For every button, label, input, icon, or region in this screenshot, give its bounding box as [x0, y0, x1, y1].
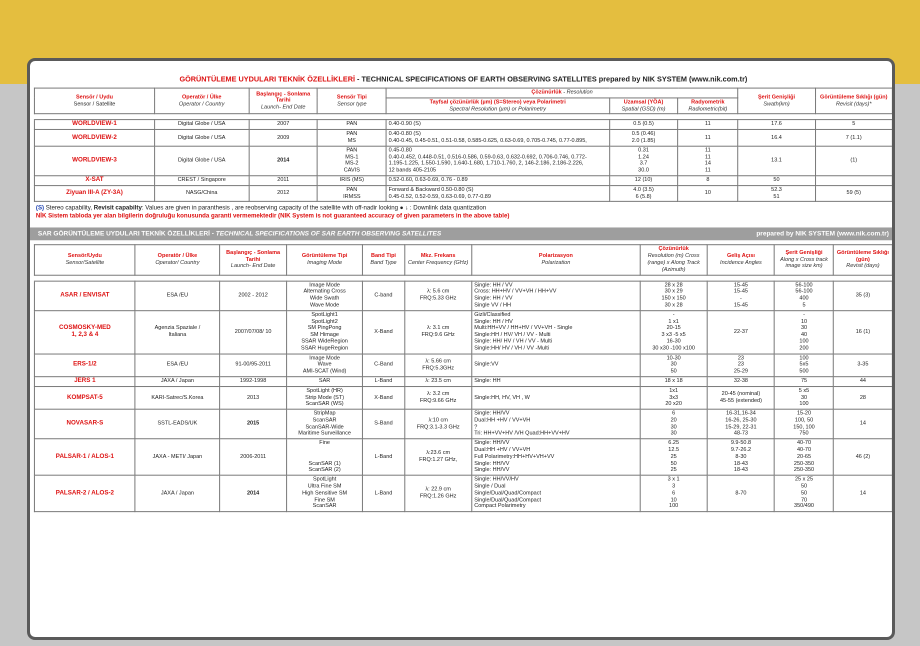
launch-date: 2007 [249, 120, 318, 130]
polarization: Single: HH/VV Dual:HH +HV / VV+VH Full Polarimetry:HH+HV+VH+VV Single: HH/VV Single: HH/VV [472, 439, 640, 475]
sensor-type: PAN MS [318, 130, 387, 146]
satellite-name: ASAR / ENVISAT [34, 281, 135, 311]
incidence-angles: 8-70 [707, 475, 774, 511]
satellite-name: NOVASAR-S [34, 409, 135, 439]
polarization: Single:HH, HV, VH , W [472, 386, 640, 409]
table-row [34, 146, 892, 176]
radiometric-resolution: 11 11 14 11 [678, 146, 738, 176]
note-disclaimer: NİK Sistem tabloda yer alan bilgilerin doğruluğu konusunda garanti vermemektedir (NIK System is not guaranteed accuracy of given parameters in the above table) [35, 213, 510, 220]
revisit-days: 35 (3) [833, 281, 892, 311]
swath-width: 16.4 [738, 130, 815, 146]
incidence-angles: 32-38 [707, 377, 774, 387]
resolution: - 1 x1 20-15 3 x3 -5 x5 16-30 30 x30 -100 x100 [640, 310, 707, 353]
spatial-resolution: 0.31 1.24 3.7 30.0 [609, 146, 678, 176]
polarization: Single: HH/VV/HV Single / Dual Single/Dual/Quad/Compact Single/Dual/Quad/Compact Compact Polarimetry [472, 475, 640, 511]
page-title [30, 61, 895, 88]
launch-date: 1992-1998 [219, 377, 286, 387]
satellite-name: WORLDVIEW-3 [34, 146, 154, 176]
table-row [34, 386, 892, 409]
satellite-name: PALSAR-2 / ALOS-2 [34, 475, 135, 511]
band-type: C-Band [362, 354, 404, 377]
operator: NASG/China [155, 185, 249, 201]
center-frequency: λ: 5.66 cm FRQ:5.3GHz [405, 354, 472, 377]
table-row [34, 475, 892, 511]
operator: ESA /EU [135, 281, 219, 311]
revisit-days: 28 [833, 386, 892, 409]
spectral-resolution: 0.40-0.90 (S) [386, 120, 609, 130]
table-row [34, 130, 892, 146]
sar-table [34, 245, 893, 513]
satellite-name: ERS-1/2 [34, 354, 135, 377]
swath-width: - 10 30 40 100 200 [775, 310, 834, 353]
radiometric-resolution: 11 [678, 120, 738, 130]
spectral-resolution: 0.52-0.60, 0.63-0.69, 0.76 - 0.89 [386, 176, 609, 186]
imaging-mode: SpotLight1 SpotLight2 SM PingPong SM Himage SSAR WideRegion SSAR HugeRegion [287, 310, 363, 353]
operator: KARI-Satrec/S.Korea [135, 386, 219, 409]
spec-sheet [27, 58, 895, 640]
th2-band: Band Tipi Band Type [362, 245, 404, 275]
radiometric-resolution: 11 [678, 130, 738, 146]
th2-res: Çözünürlük Resolution (m) Cross (range) x Along Track (Azimuth) [640, 245, 707, 275]
operator: JAXA / Japan [135, 377, 219, 387]
swath-width: 50 [738, 176, 815, 186]
center-frequency: λ: 3.2 cm FRQ:9.66 GHz [405, 386, 472, 409]
revisit-days: (1) [815, 146, 892, 176]
band-type: X-Band [362, 386, 404, 409]
launch-date: 2007/07/08/ 10 [219, 310, 286, 353]
imaging-mode: StripMap ScanSAR ScanSAR-Wide Maritime Surveillance [287, 409, 363, 439]
swath-width: 15-20 100, 50 150, 100 750 [775, 409, 834, 439]
satellite-name: KOMPSAT-5 [34, 386, 135, 409]
th-spatial: Uzamsal (YÖA) Spatial (GSD) (m) [609, 98, 678, 114]
revisit-days [815, 176, 892, 186]
incidence-angles: 22-37 [707, 310, 774, 353]
revisit-days: 3-35 [833, 354, 892, 377]
revisit-days: 5 [815, 120, 892, 130]
table-row [34, 354, 892, 377]
table-row [34, 377, 892, 387]
operator: ESA /EU [135, 354, 219, 377]
operator: Digital Globe / USA [155, 130, 249, 146]
sensor-type: PAN MS-1 MS-2 CAVIS [318, 146, 387, 176]
radiometric-resolution: 10 [678, 185, 738, 201]
launch-date: 2014 [249, 146, 318, 176]
launch-date: 2015 [219, 409, 286, 439]
swath-width: 52.3 51 [738, 185, 815, 201]
imaging-mode: SpotLight Ultra Fine SM High Sensitive SM Fine SM ScanSAR [287, 475, 363, 511]
revisit-days: 44 [833, 377, 892, 387]
swath-width: 5 x5 30 100 [775, 386, 834, 409]
resolution: 3 x 1 3 6 10 100 [640, 475, 707, 511]
operator: CREST / Singapore [155, 176, 249, 186]
spatial-resolution: 12 (10) [609, 176, 678, 186]
resolution: 6.25 12.5 25 50 25 [640, 439, 707, 475]
swath-width: 25 x 25 50 50 70 350/490 [775, 475, 834, 511]
th2-swath: Şerit Genişliği Along x Cross track image size km) [775, 245, 834, 275]
resolution: 18 x 18 [640, 377, 707, 387]
sensor-type: PAN [318, 120, 387, 130]
incidence-angles: 15-45 15-45 - 15-45 [707, 281, 774, 311]
operator: Digital Globe / USA [155, 146, 249, 176]
band-type: L-Band [362, 377, 404, 387]
table-row [34, 281, 892, 311]
th2-revisit: Görüntüleme Sıklığı (gün) Revisit (days) [833, 245, 892, 275]
th-revisit: Görüntüleme Sıklığı (gün) Revisit (days)* [815, 88, 892, 114]
incidence-angles: 23 23 25-29 [707, 354, 774, 377]
table-row [34, 176, 892, 186]
th2-pol: Polarizasyon Polarization [472, 245, 640, 275]
launch-date: 2014 [219, 475, 286, 511]
polarization: Single: HH/VV Dual:HH +HV / VV+VH ? Tri: HH+VV+HV /VH Quad:HH+VV+HV [472, 409, 640, 439]
satellite-name: JERS 1 [34, 377, 135, 387]
th-type: Sensör Tipi Sensor type [318, 88, 387, 114]
notes [30, 202, 895, 224]
imaging-mode: Image Mode Wave AMI-SCAT (Wind) [287, 354, 363, 377]
spectral-resolution: 0.40-0.80 (S) 0.40-0.45, 0.45-0.51, 0.51-0.58, 0.585-0.625, 0.63-0.69, 0.705-0.745, 0.77-0.895, [386, 130, 609, 146]
swath-width: 56-100 56-100 400 5 [775, 281, 834, 311]
spatial-resolution: 0.5 (0.46) 2.0 (1.85) [609, 130, 678, 146]
table-row [34, 409, 892, 439]
resolution: 6 20 30 30 [640, 409, 707, 439]
launch-date: 91-00/95-2011 [219, 354, 286, 377]
table-row [34, 310, 892, 353]
launch-date: 2011 [249, 176, 318, 186]
launch-date: 2012 [249, 185, 318, 201]
incidence-angles: 9.9-50.8 9.7-26.2 8-30 18-43 18-43 [707, 439, 774, 475]
band-type: C-band [362, 281, 404, 311]
imaging-mode: SpotLight (HR) Strip Mode (ST) ScanSAR (WS) [287, 386, 363, 409]
launch-date: 2013 [219, 386, 286, 409]
operator: Agenzia Spaziale / Italiana [135, 310, 219, 353]
th-resolution: Çözünürlük - Resolution [386, 88, 738, 98]
resolution: 28 x 28 30 x 29 150 x 150 30 x 28 [640, 281, 707, 311]
spatial-resolution: 4.0 (3.5) 6 (5.8) [609, 185, 678, 201]
th-dates: Başlangıç - Sonlama Tarihi Launch- End Date [249, 88, 318, 114]
th-sensor: Sensör / Uydu Sensor / Satellite [34, 88, 154, 114]
satellite-name: PALSAR-1 / ALOS-1 [34, 439, 135, 475]
th2-inc: Geliş Açısı Incidence Angles [707, 245, 774, 275]
sensor-type: IRIS (MS) [318, 176, 387, 186]
swath-width: 40-70 40-70 20-65 250-350 250-350 [775, 439, 834, 475]
spatial-resolution: 0.5 (0.5) [609, 120, 678, 130]
band-type: X-Band [362, 310, 404, 353]
th2-freq: Mkz. Frekans Center Frequency (GHz) [405, 245, 472, 275]
th-operator: Operatör / Ülke Operator / Country [155, 88, 249, 114]
satellite-name: Ziyuan III-A (ZY-3A) [34, 185, 154, 201]
imaging-mode: Fine ScanSAR (1) ScanSAR (2) [287, 439, 363, 475]
center-frequency: λ: 5.6 cm FRQ:5.33 GHz [405, 281, 472, 311]
th-radiometric: Radyometrik Radiometric(bit) [678, 98, 738, 114]
table-row [34, 120, 892, 130]
title-en: - TECHNICAL SPECIFICATIONS OF EARTH OBSERVING SATELLITES prepared by NIK SYSTEM (www.nik.com.tr) [357, 74, 748, 84]
incidence-angles: 16-31,16-34 16-26, 25-30 15-29, 22-31 48-73 [707, 409, 774, 439]
band-type: L-Band [362, 475, 404, 511]
polarization: Gizli/Classified Single: HH / HV Multi:HH+VV / HH+HV / VV+VH - Single Single:HH / HV/ VH / VV - Multi Single: HH/ HV / VH / VV - Multi Single:HH/ HV / VH / VV -Multi [472, 310, 640, 353]
launch-date: 2009 [249, 130, 318, 146]
spectral-resolution: 0.45-0.80 0.40-0.452, 0.448-0.51, 0.516-0.586, 0.59-0.63, 0.632-0.692, 0.706-0.746, 0.772- 1.195-1.225, 1.550-1.590, 1.640-1.680, 1.710-1.760, 2, 146-2.186, 2.186-2.226, 12 bands 405-2105 [386, 146, 609, 176]
polarization: Single: HH / VV Cross: HH+HV / VV+VH / HH+VV Single: HH / VV Single VV / HH [472, 281, 640, 311]
satellite-name: COSMOSKY-MED 1, 2,3 & 4 [34, 310, 135, 353]
satellite-name: WORLDVIEW-2 [34, 130, 154, 146]
operator: Digital Globe / USA [155, 120, 249, 130]
radiometric-resolution: 8 [678, 176, 738, 186]
operator: SSTL-EADS/UK [135, 409, 219, 439]
resolution: 1x1 3x3 20 x20 [640, 386, 707, 409]
optical-table [34, 88, 893, 203]
th2-operator: Operatör / Ülke Operator/ Country [135, 245, 219, 275]
launch-date: 2002 - 2012 [219, 281, 286, 311]
satellite-name: WORLDVIEW-1 [34, 120, 154, 130]
band-type: L-Band [362, 439, 404, 475]
incidence-angles: 20-45 (nominal) 45-55 (extended) [707, 386, 774, 409]
center-frequency: λ:23.6 cm FRQ:1.27 GHz, [405, 439, 472, 475]
center-frequency: λ: 22.9 cm FRQ:1.26 GHz [405, 475, 472, 511]
imaging-mode: SAR [287, 377, 363, 387]
operator: JAXA / Japan [135, 475, 219, 511]
title-tr: GÖRÜNTÜLEME UYDULARI TEKNİK ÖZELLİKLERİ [179, 74, 355, 84]
table-row [34, 185, 892, 201]
table-row [34, 439, 892, 475]
revisit-days: 14 [833, 475, 892, 511]
spectral-resolution: Forward & Backward 0.50-0.80 (S) 0.45-0.52, 0.52-0.59, 0.63-0.69, 0.77-0.89 [386, 185, 609, 201]
section-sar-title: SAR GÖRÜNTÜLEME UYDULARI TEKNİK ÖZELLİKLERİ - TECHNICAL SPECIFICATIONS OF SAR EARTH OBSERVING SATELLITES prepared by NIK SYSTEM (www.nik.com.tr) [30, 228, 895, 241]
revisit-days: 59 (5) [815, 185, 892, 201]
revisit-days: 46 (2) [833, 439, 892, 475]
th2-mode: Görüntüleme Tipi Imaging Mode [287, 245, 363, 275]
polarization: Single: HH [472, 377, 640, 387]
polarization: Single:VV [472, 354, 640, 377]
note-stereo: (S) Stereo capability, Revisit capabilty: Values are given in paranthesis , are reobserving capacity of the satellite with off-nadir looking ● ↓ : Downlink data quantization [35, 205, 487, 213]
swath-width: 75 [775, 377, 834, 387]
th-spectral: Tayfsal çözünürlük (µm) (S=Stereo) veya Polarimetri Spectral Resolution (µm) or Polarimetry [386, 98, 609, 114]
th2-dates: Başlangıç - Sonlama Tarihi Launch- End Date [219, 245, 286, 275]
revisit-days: 7 (1.1) [815, 130, 892, 146]
center-frequency: λ: 3.1 cm FRQ:9.6 GHz [405, 310, 472, 353]
revisit-days: 16 (1) [833, 310, 892, 353]
center-frequency: λ:10 cm FRQ:3.1-3.3 GHz [405, 409, 472, 439]
swath-width: 100 5x5 500 [775, 354, 834, 377]
th-swath: Şerit Genişliği Swath(km) [738, 88, 815, 114]
th2-sensor: Sensör/Uydu Sensor/Satellite [34, 245, 135, 275]
operator: JAXA - METI/ Japan [135, 439, 219, 475]
launch-date: 2006-2011 [219, 439, 286, 475]
center-frequency: λ: 23.5 cm [405, 377, 472, 387]
sensor-type: PAN IRMSS [318, 185, 387, 201]
revisit-days: 14 [833, 409, 892, 439]
band-type: S-Band [362, 409, 404, 439]
imaging-mode: Image Mode Alternating Cross Wide Swath Wave Mode [287, 281, 363, 311]
satellite-name: X-SAT [34, 176, 154, 186]
swath-width: 17.6 [738, 120, 815, 130]
swath-width: 13.1 [738, 146, 815, 176]
resolution: 10-30 30 50 [640, 354, 707, 377]
